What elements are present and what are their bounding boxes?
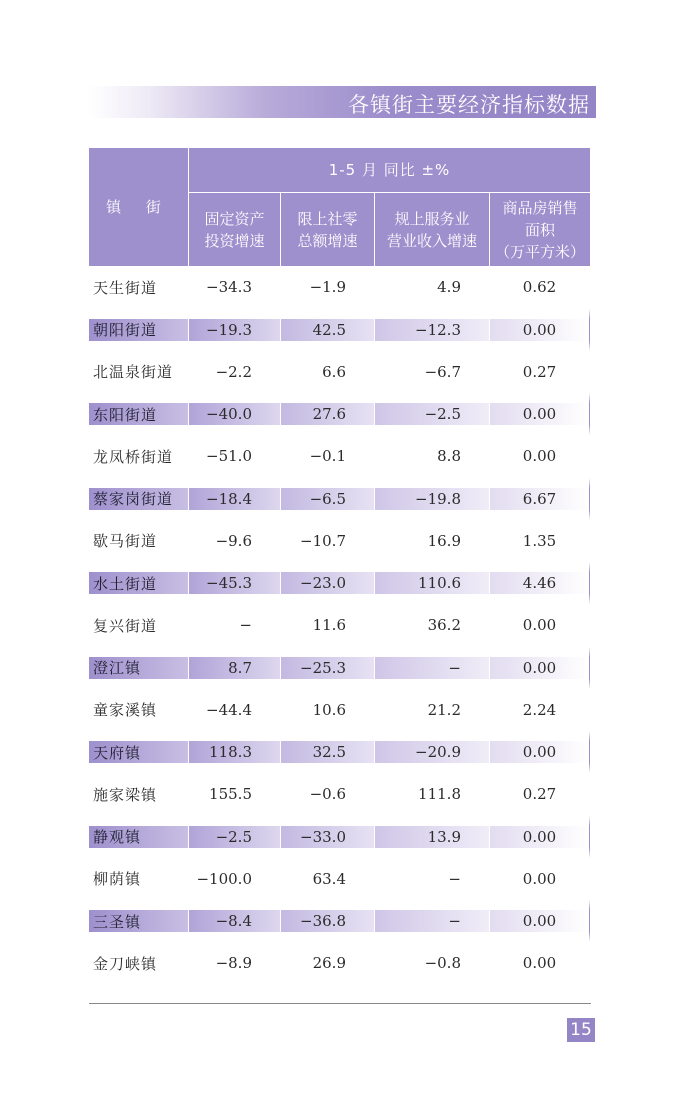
indicator-value: 13.9 (374, 816, 489, 858)
town-name: 金刀峡镇 (93, 954, 158, 973)
indicator-value: 32.5 (280, 731, 374, 773)
bottom-divider (89, 1003, 591, 1004)
indicator-value: −6.5 (280, 478, 374, 520)
table-row (89, 816, 590, 858)
town-name: 复兴街道 (93, 616, 158, 635)
indicator-value: −45.3 (188, 562, 280, 604)
table-row (89, 478, 590, 520)
indicator-value: 111.8 (418, 785, 461, 804)
indicator-value: 0.00 (489, 731, 590, 773)
page-title-bar (88, 86, 596, 118)
indicator-value: 110.6 (374, 562, 489, 604)
indicator-value: −2.2 (215, 362, 252, 381)
indicator-value: 0.27 (522, 362, 557, 381)
table-row (89, 562, 590, 604)
indicator-value: −19.8 (374, 478, 489, 520)
indicator-value: 0.00 (522, 447, 557, 466)
town-name: 静观镇 (89, 816, 188, 858)
table-row (89, 900, 590, 942)
indicator-value: 6.6 (322, 362, 346, 381)
town-name: 东阳街道 (89, 393, 188, 435)
indicator-value: −2.5 (374, 393, 489, 435)
town-name: 施家梁镇 (93, 785, 158, 804)
indicator-value: 0.00 (489, 816, 590, 858)
period-header: 1-5 月 同比 ±% (188, 148, 590, 193)
town-name: 水土街道 (89, 562, 188, 604)
indicator-value: −12.3 (374, 309, 489, 351)
indicator-value: 2.24 (522, 700, 557, 719)
indicator-value: 4.9 (437, 278, 461, 297)
indicator-value: 1.35 (522, 531, 557, 550)
indicator-value: −51.0 (206, 447, 252, 466)
indicator-value: −34.3 (206, 278, 252, 297)
indicator-value: 26.9 (312, 954, 346, 973)
indicator-value: 27.6 (280, 393, 374, 435)
indicator-value: −33.0 (280, 816, 374, 858)
indicator-value: 0.00 (489, 393, 590, 435)
indicator-value: −36.8 (280, 900, 374, 942)
town-name: 童家溪镇 (93, 701, 158, 720)
table-row (89, 351, 590, 394)
indicator-value: 21.2 (427, 700, 461, 719)
indicator-value: 118.3 (188, 731, 280, 773)
indicator-value: −100.0 (196, 869, 252, 888)
indicator-value: 8.7 (188, 647, 280, 689)
town-name: 天府镇 (89, 731, 188, 773)
economic-indicators-table (89, 148, 590, 985)
indicator-value: 0.00 (522, 869, 557, 888)
indicator-value: − (448, 869, 461, 888)
indicator-value: −8.4 (188, 900, 280, 942)
town-name: 朝阳街道 (89, 309, 188, 351)
town-name: 三圣镇 (89, 900, 188, 942)
table-row (89, 393, 590, 435)
table-row (89, 731, 590, 773)
indicator-value: −9.6 (215, 531, 252, 550)
indicator-value: −10.7 (300, 531, 346, 550)
column-header-4: 商品房销售 面积 （万平方米） (489, 193, 590, 266)
indicator-value: 10.6 (312, 700, 346, 719)
town-name: 天生街道 (93, 278, 158, 297)
indicator-value: −18.4 (188, 478, 280, 520)
indicator-value: −8.9 (215, 954, 252, 973)
indicator-value: 42.5 (280, 309, 374, 351)
town-name: 柳荫镇 (93, 870, 142, 889)
indicator-value: −2.5 (188, 816, 280, 858)
indicator-value: 4.46 (489, 562, 590, 604)
indicator-value: −0.6 (309, 785, 346, 804)
column-header-3: 规上服务业 营业收入增速 (374, 193, 489, 266)
indicator-value: 16.9 (427, 531, 461, 550)
table-row (89, 266, 590, 309)
indicator-value: −19.3 (188, 309, 280, 351)
indicator-value: −25.3 (280, 647, 374, 689)
town-name: 蔡家岗街道 (89, 478, 188, 520)
indicator-value: −1.9 (309, 278, 346, 297)
column-header-1: 固定资产 投资增速 (188, 193, 280, 266)
town-name: 龙凤桥街道 (93, 447, 174, 466)
indicator-value: 0.27 (522, 785, 557, 804)
table-row (89, 309, 590, 351)
table-row (89, 520, 590, 563)
indicator-value: −0.8 (424, 954, 461, 973)
indicator-value: 155.5 (209, 785, 252, 804)
table-row (89, 858, 590, 901)
table-row (89, 647, 590, 689)
town-name: 北温泉街道 (93, 363, 174, 382)
indicator-value: 36.2 (427, 616, 461, 635)
indicator-value: −23.0 (280, 562, 374, 604)
indicator-value: 6.67 (489, 478, 590, 520)
table-row (89, 942, 590, 985)
indicator-value: −44.4 (206, 700, 252, 719)
table-row (89, 604, 590, 647)
indicator-value: −40.0 (188, 393, 280, 435)
indicator-value: 0.00 (489, 309, 590, 351)
town-column-header: 镇 街 (89, 148, 188, 266)
indicator-value: − (374, 647, 489, 689)
indicator-value: 0.00 (522, 616, 557, 635)
table-row (89, 689, 590, 732)
indicator-value: −6.7 (424, 362, 461, 381)
indicator-value: − (239, 616, 252, 635)
table-row (89, 773, 590, 816)
town-name: 歇马街道 (93, 532, 158, 551)
indicator-value: 0.00 (489, 647, 590, 689)
column-header-2: 限上社零 总额增速 (280, 193, 374, 266)
indicator-value: 63.4 (312, 869, 346, 888)
indicator-value: 8.8 (437, 447, 461, 466)
indicator-value: 0.62 (522, 278, 557, 297)
indicator-value: 0.00 (522, 954, 557, 973)
indicator-value: 11.6 (312, 616, 346, 635)
page-title: 各镇街主要经济指标数据 (348, 93, 590, 117)
town-name: 澄江镇 (89, 647, 188, 689)
indicator-value: −20.9 (374, 731, 489, 773)
indicator-value: 0.00 (489, 900, 590, 942)
page-number: 15 (567, 1018, 595, 1042)
table-row (89, 435, 590, 478)
indicator-value: −0.1 (309, 447, 346, 466)
indicator-value: − (374, 900, 489, 942)
